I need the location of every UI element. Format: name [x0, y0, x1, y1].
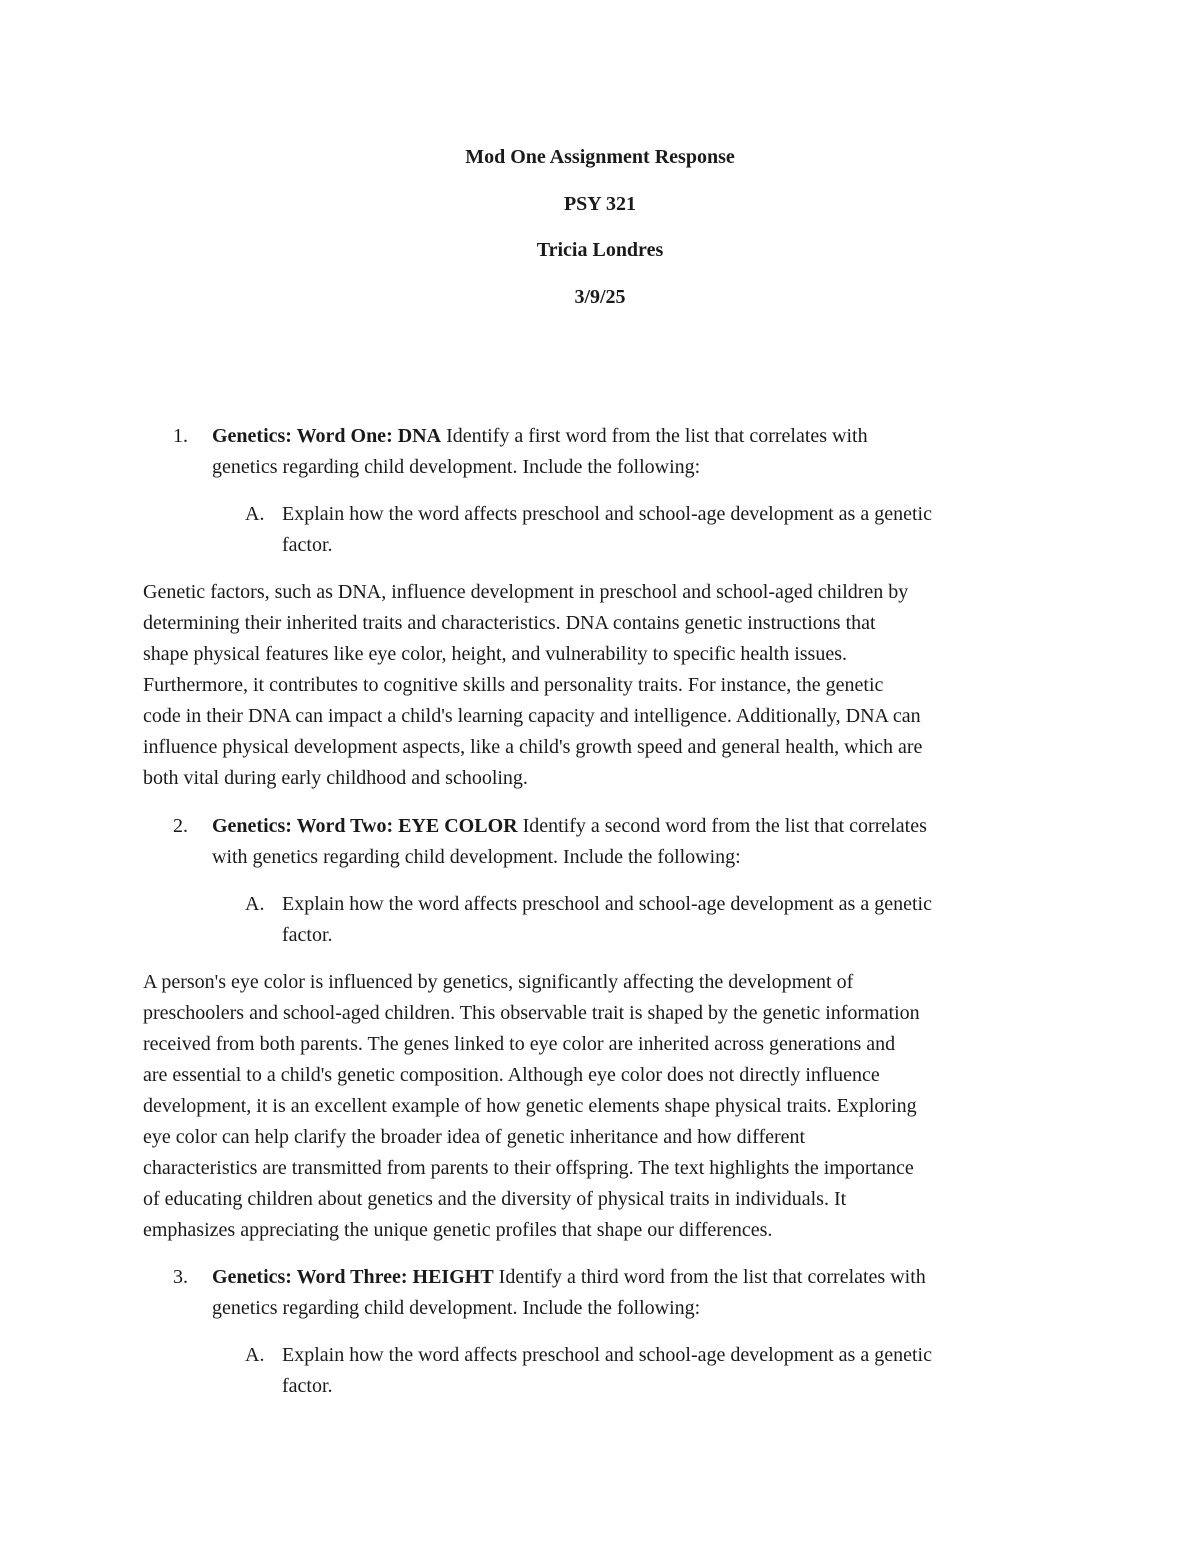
sub-item-letter: A. — [245, 1344, 265, 1366]
sub-item-line: Explain how the word affects preschool and school-age development as a genetic — [282, 893, 932, 915]
answer-line: both vital during early childhood and schooling. — [143, 767, 528, 789]
document-title: Mod One Assignment Response — [465, 146, 735, 168]
question-prompt-line: with genetics regarding child development. Include the following: — [212, 846, 741, 868]
question-prompt-line: Identify a first word from the list that correlates with — [446, 425, 868, 447]
question-prompt — [212, 811, 1092, 842]
sub-item-line: factor. — [282, 924, 333, 946]
answer-line: received from both parents. The genes linked to eye color are inherited across generations and — [143, 1033, 896, 1055]
sub-item-line: factor. — [282, 1375, 333, 1397]
question-label: Genetics: Word Two: EYE COLOR — [212, 815, 518, 837]
answer-line: Genetic factors, such as DNA, influence development in preschool and school-aged children by — [143, 581, 909, 603]
question-number: 2. — [173, 815, 188, 837]
question-label: Genetics: Word Three: HEIGHT — [212, 1266, 494, 1288]
sub-item-line: Explain how the word affects preschool and school-age development as a genetic — [282, 503, 932, 525]
question-prompt — [212, 421, 1092, 452]
question-prompt-line: Identify a third word from the list that correlates with — [498, 1266, 926, 1288]
question-number: 1. — [173, 425, 188, 447]
sub-item-letter: A. — [245, 893, 265, 915]
answer-line: determining their inherited traits and characteristics. DNA contains genetic instructions that — [143, 612, 876, 634]
answer-line: code in their DNA can impact a child's learning capacity and intelligence. Additionally, DNA can — [143, 705, 921, 727]
question-prompt-line: genetics regarding child development. Include the following: — [212, 1297, 701, 1319]
answer-line: A person's eye color is influenced by genetics, significantly affecting the development of — [143, 971, 854, 993]
course-code: PSY 321 — [563, 193, 637, 215]
document-date: 3/9/25 — [574, 286, 626, 308]
question-prompt-line: Identify a second word from the list that correlates — [522, 815, 927, 837]
question-number: 3. — [173, 1266, 188, 1288]
answer-line: are essential to a child's genetic composition. Although eye color does not directly influence — [143, 1064, 880, 1086]
question-prompt-line: genetics regarding child development. Include the following: — [212, 456, 701, 478]
question-label: Genetics: Word One: DNA — [212, 425, 442, 447]
answer-line: influence physical development aspects, like a child's growth speed and general health, which are — [143, 736, 923, 758]
sub-item-letter: A. — [245, 503, 265, 525]
sub-item-line: factor. — [282, 534, 333, 556]
answer-line: characteristics are transmitted from parents to their offspring. The text highlights the importance — [143, 1157, 914, 1179]
sub-item-line: Explain how the word affects preschool and school-age development as a genetic — [282, 1344, 932, 1366]
answer-line: preschoolers and school-aged children. This observable trait is shaped by the genetic information — [143, 1002, 920, 1024]
author-name: Tricia Londres — [536, 239, 664, 261]
answer-line: eye color can help clarify the broader idea of genetic inheritance and how different — [143, 1126, 806, 1148]
answer-line: of educating children about genetics and the diversity of physical traits in individuals. It — [143, 1188, 847, 1210]
answer-line: emphasizes appreciating the unique genetic profiles that shape our differences. — [143, 1219, 773, 1241]
question-prompt — [212, 1262, 1092, 1293]
answer-line: Furthermore, it contributes to cognitive skills and personality traits. For instance, the genetic — [143, 674, 884, 696]
answer-line: shape physical features like eye color, height, and vulnerability to specific health issues. — [143, 643, 847, 665]
answer-line: development, it is an excellent example of how genetic elements shape physical traits. Exploring — [143, 1095, 917, 1117]
